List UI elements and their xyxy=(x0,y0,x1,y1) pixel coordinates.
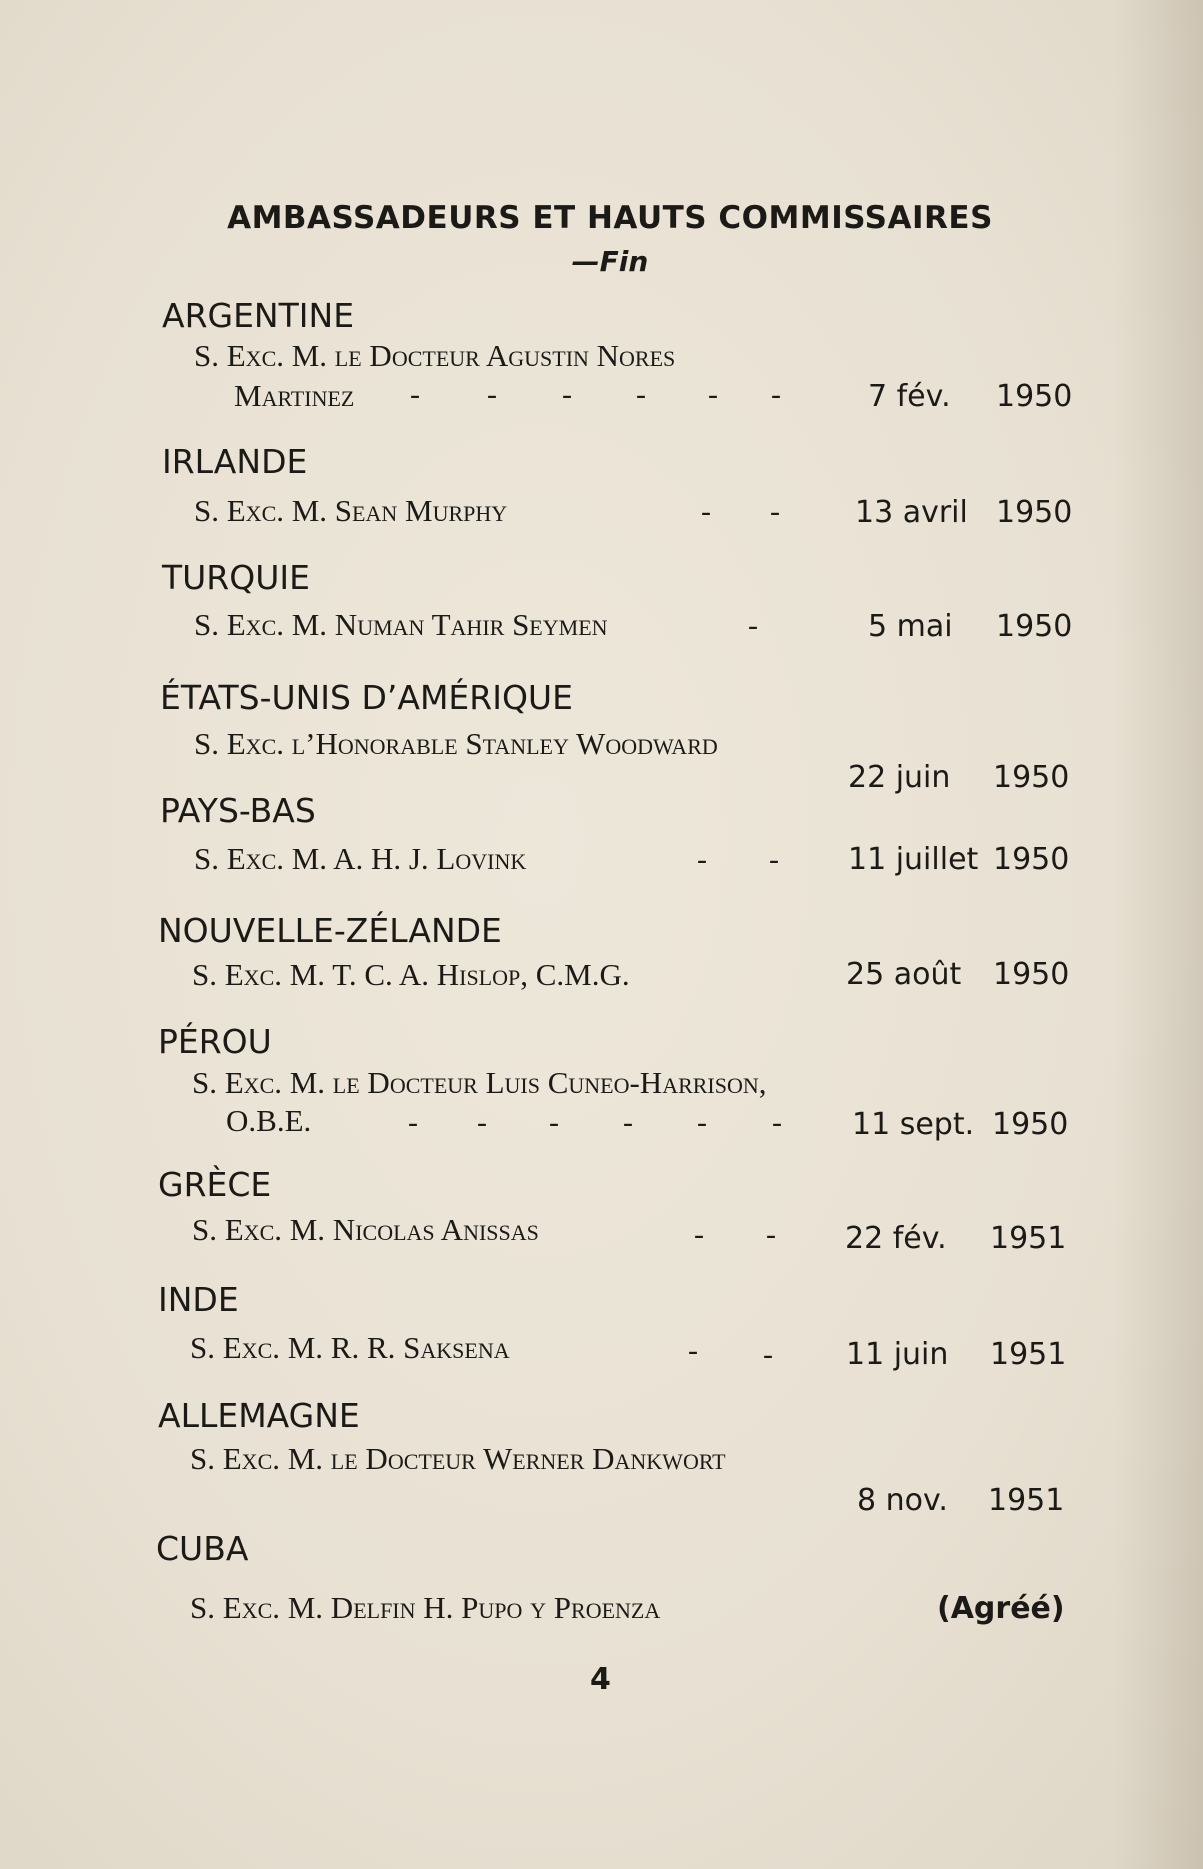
appointment-date: 11 sept. xyxy=(852,1107,975,1142)
envoy-name-line: S. Exc. M. T. C. A. Hislop, C.M.G. xyxy=(192,957,630,992)
envoy-name-line: S. Exc. M. Numan Tahir Seymen xyxy=(194,607,608,642)
appointment-date: 8 nov. xyxy=(857,1483,948,1518)
envoy-name-continuation: Martinez xyxy=(234,378,355,413)
section-title: AMBASSADEURS ET HAUTS COMMISSAIRES xyxy=(227,200,993,236)
page-number: 4 xyxy=(590,1662,611,1697)
appointment-date: 22 fév. xyxy=(845,1221,947,1256)
leader-dash: - xyxy=(766,1218,776,1251)
leader-dash: - xyxy=(688,1334,698,1367)
leader-dash: - xyxy=(636,378,646,411)
appointment-year: 1950 xyxy=(993,957,1070,992)
leader-dash: - xyxy=(708,378,718,411)
country-heading: ÉTATS-UNIS D’AMÉRIQUE xyxy=(160,678,573,717)
leader-dash: - xyxy=(770,495,780,528)
envoy-name-line: S. Exc. M. Nicolas Anissas xyxy=(192,1212,539,1247)
leader-dash: - xyxy=(410,378,420,411)
envoy-name-line: S. Exc. M. Sean Murphy xyxy=(194,493,508,528)
appointment-year: 1950 xyxy=(992,1107,1069,1142)
leader-dash: - xyxy=(487,378,497,411)
appointment-year: 1950 xyxy=(996,379,1073,414)
appointment-year: 1950 xyxy=(996,495,1073,530)
appointment-date: 25 août xyxy=(846,957,962,992)
country-heading: TURQUIE xyxy=(162,558,310,597)
country-heading: NOUVELLE-ZÉLANDE xyxy=(158,911,502,950)
appointment-date: 5 mai xyxy=(868,609,953,644)
leader-dash: - xyxy=(769,843,779,876)
country-heading: GRÈCE xyxy=(158,1165,272,1204)
country-heading: CUBA xyxy=(156,1529,249,1568)
country-heading: PÉROU xyxy=(158,1022,272,1061)
appointment-year: 1950 xyxy=(993,760,1070,795)
leader-dash: - xyxy=(623,1106,633,1139)
appointment-date: 11 juillet xyxy=(848,842,979,877)
appointment-year: 1951 xyxy=(990,1337,1067,1372)
approval-status: (Agréé) xyxy=(937,1591,1065,1626)
country-heading: PAYS-BAS xyxy=(160,791,316,830)
leader-dash: - xyxy=(408,1106,418,1139)
appointment-year: 1950 xyxy=(993,842,1070,877)
envoy-name-line: S. Exc. M. R. R. Saksena xyxy=(190,1330,510,1365)
appointment-date: 13 avril xyxy=(855,495,968,530)
leader-dash: - xyxy=(772,1106,782,1139)
envoy-name-line: S. Exc. M. le Docteur Agustin Nores xyxy=(194,338,676,373)
leader-dash: - xyxy=(477,1106,487,1139)
leader-dash: - xyxy=(771,378,781,411)
envoy-name-line: S. Exc. M. Delfin H. Pupo y Proenza xyxy=(190,1590,661,1625)
leader-dash: - xyxy=(562,378,572,411)
leader-dash: - xyxy=(748,609,758,642)
appointment-year: 1950 xyxy=(996,609,1073,644)
leader-dash: - xyxy=(763,1338,773,1371)
envoy-name-continuation: O.B.E. xyxy=(226,1103,312,1138)
leader-dash: - xyxy=(697,843,707,876)
appointment-date: 11 juin xyxy=(846,1337,949,1372)
section-subtitle: —Fin xyxy=(571,245,649,278)
leader-dash: - xyxy=(694,1218,704,1251)
appointment-year: 1951 xyxy=(990,1221,1067,1256)
envoy-name-line: S. Exc. M. le Docteur Werner Dankwort xyxy=(190,1441,726,1476)
page-edge-shadow xyxy=(1113,0,1203,1869)
country-heading: INDE xyxy=(158,1280,239,1319)
country-heading: ALLEMAGNE xyxy=(158,1396,360,1435)
leader-dash: - xyxy=(549,1106,559,1139)
leader-dash: - xyxy=(701,495,711,528)
leader-dash: - xyxy=(697,1106,707,1139)
country-heading: ARGENTINE xyxy=(162,296,355,335)
appointment-year: 1951 xyxy=(988,1483,1065,1518)
appointment-date: 7 fév. xyxy=(868,379,951,414)
envoy-name-line: S. Exc. M. A. H. J. Lovink xyxy=(194,841,527,876)
appointment-date: 22 juin xyxy=(848,760,951,795)
envoy-name-line: S. Exc. l’Honorable Stanley Woodward xyxy=(194,726,718,761)
envoy-name-line: S. Exc. M. le Docteur Luis Cuneo-Harrison, xyxy=(192,1065,767,1100)
country-heading: IRLANDE xyxy=(162,442,308,481)
